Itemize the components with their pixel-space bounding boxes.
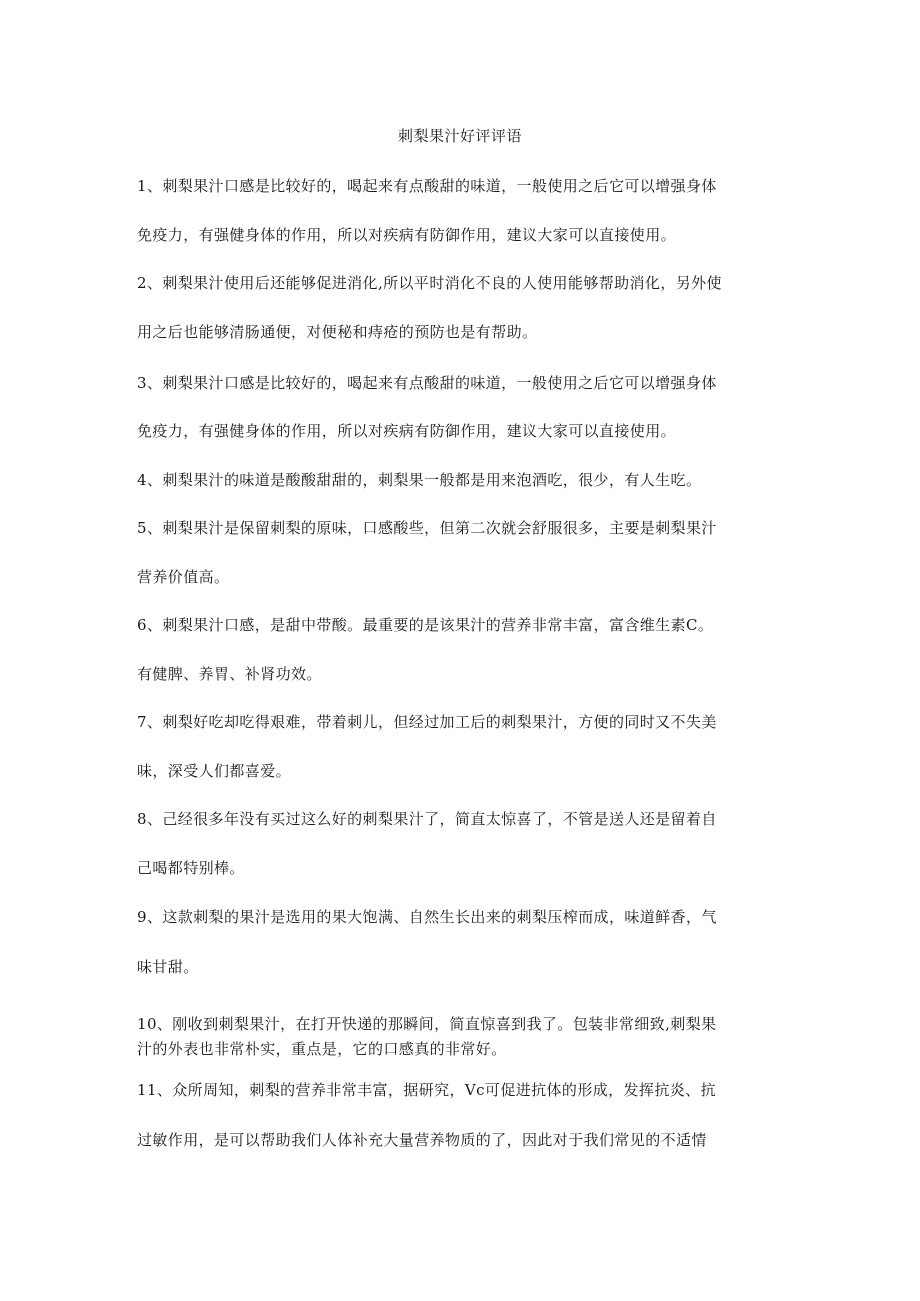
text-line: 9、这款刺梨的果汁是选用的果大饱满、自然生长出来的刺梨压榨而成，味道鲜香，气 xyxy=(137,908,717,926)
text-line: 4、刺梨果汁的味道是酸酸甜甜的，刺梨果一般都是用来泡酒吃，很少，有人生吃。 xyxy=(137,471,702,489)
text-line: 3、刺梨果汁口感是比较好的，喝起来有点酸甜的味道，一般使用之后它可以增强身体 xyxy=(137,374,717,392)
text-line: 11、众所周知，刺梨的营养非常丰富，据研究，Vc可促进抗体的形成，发挥抗炎、抗 xyxy=(137,1081,716,1099)
text-line: 免疫力，有强健身体的作用，所以对疾病有防御作用，建议大家可以直接使用。 xyxy=(137,422,677,440)
text-line: 味，深受人们都喜爱。 xyxy=(137,762,292,780)
text-line: 2、刺梨果汁使用后还能够促进消化,所以平时消化不良的人使用能够帮助消化，另外使 xyxy=(137,274,722,292)
text-line: 免疫力，有强健身体的作用，所以对疾病有防御作用，建议大家可以直接使用。 xyxy=(137,226,677,244)
text-line: 过敏作用，是可以帮助我们人体补充大量营养物质的了，因此对于我们常见的不适情 xyxy=(137,1131,707,1149)
text-line: 己喝都特别棒。 xyxy=(137,859,245,877)
text-line: 汁的外表也非常朴实，重点是，它的口感真的非常好。 xyxy=(137,1040,507,1058)
text-line: 味甘甜。 xyxy=(137,958,199,976)
text-line: 营养价值高。 xyxy=(137,568,230,586)
text-line: 7、刺梨好吃却吃得艰难，带着刺儿，但经过加工后的刺梨果汁，方便的同时又不失美 xyxy=(137,713,717,731)
text-line: 6、刺梨果汁口感，是甜中带酸。最重要的是该果汁的营养非常丰富，富含维生素C。 xyxy=(137,616,714,634)
text-line: 8、己经很多年没有买过这么好的刺梨果汁了，简直太惊喜了，不管是送人还是留着自 xyxy=(137,810,717,828)
text-line: 1、刺梨果汁口感是比较好的，喝起来有点酸甜的味道，一般使用之后它可以增强身体 xyxy=(137,177,717,195)
text-line: 5、刺梨果汁是保留刺梨的原味，口感酸些，但第二次就会舒服很多，主要是刺梨果汁 xyxy=(137,519,717,537)
text-line: 10、刚收到刺梨果汁，在打开快递的那瞬间，简直惊喜到我了。包装非常细致,刺梨果 xyxy=(137,1015,717,1033)
document-title: 刺梨果汁好评评语 xyxy=(397,127,522,145)
text-line: 有健脾、养胃、补肾功效。 xyxy=(137,665,322,683)
text-line: 用之后也能够清肠通便，对便秘和痔疮的预防也是有帮助。 xyxy=(137,323,538,341)
